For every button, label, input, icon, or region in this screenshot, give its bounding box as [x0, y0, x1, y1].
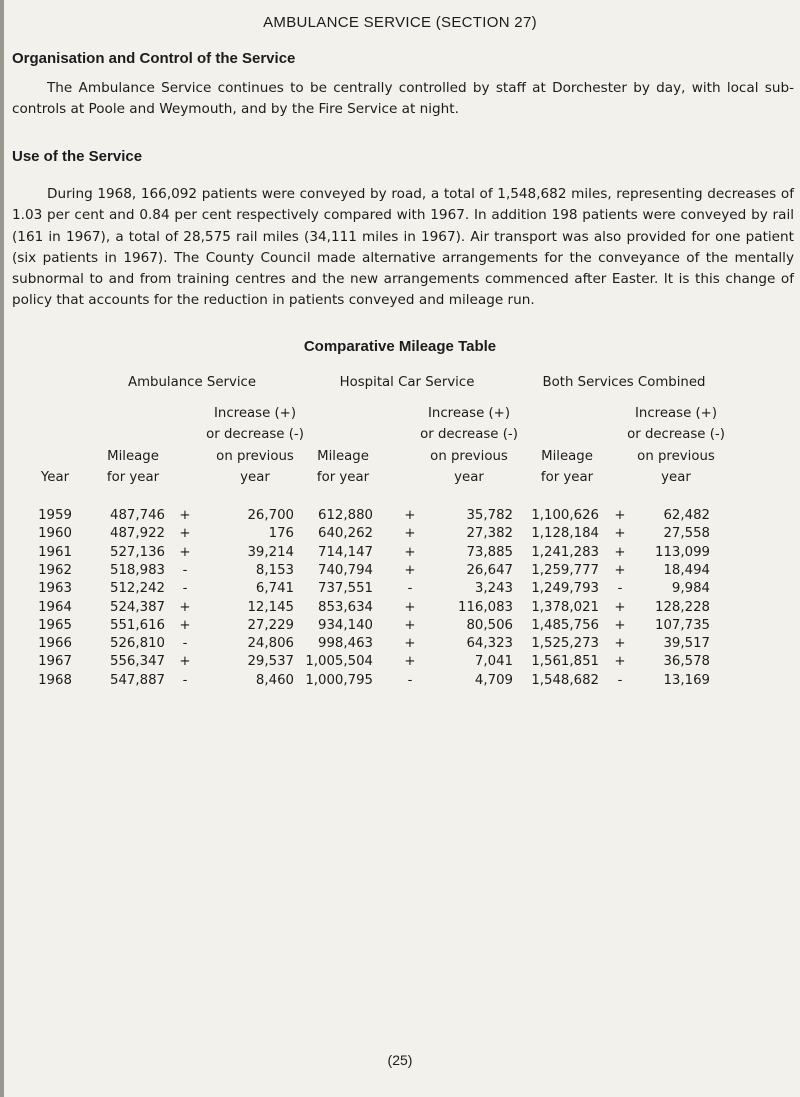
cell-year: 1967: [38, 654, 72, 670]
cell-hosp-mileage: 853,634: [318, 599, 373, 615]
section-paragraph-organisation: The Ambulance Service continues to be centrally controlled by staff at Dorchester by day, with local sub-controls at Poole and Weymouth, and by the Fire Service at night.: [12, 80, 794, 118]
cell-year: 1961: [38, 544, 72, 560]
cell-amb-mileage: 487,922: [110, 526, 165, 542]
cell-hosp-sign: -: [407, 672, 413, 688]
cell-hosp-mileage: 640,262: [318, 526, 373, 542]
cell-hosp-change: 64,323: [466, 636, 513, 652]
cell-hosp-sign: +: [404, 562, 416, 578]
cell-amb-sign: +: [179, 526, 191, 542]
cell-amb-mileage: 524,387: [110, 599, 165, 615]
running-head: AMBULANCE SERVICE (SECTION 27): [263, 14, 537, 31]
col-header-hosp-increase-3: on previous: [430, 449, 508, 464]
cell-hosp-sign: +: [404, 508, 416, 523]
cell-amb-mileage: 527,136: [110, 544, 165, 560]
cell-both-mileage: 1,525,273: [531, 636, 599, 652]
col-header-both-increase-3: on previous: [637, 449, 715, 464]
cell-amb-sign: +: [179, 544, 191, 560]
col-header-both-mileage-2: for year: [540, 470, 594, 485]
cell-amb-change: 12,145: [247, 599, 294, 615]
cell-amb-change: 29,537: [247, 654, 294, 670]
col-header-amb-mileage-1: Mileage: [107, 449, 159, 464]
page-edge-shadow: [0, 0, 4, 1097]
cell-both-mileage: 1,548,682: [531, 672, 599, 688]
col-header-both-increase-1: Increase (+): [634, 406, 718, 421]
col-header-both-increase-4: year: [661, 470, 691, 485]
col-header-amb-increase-2: or decrease (-): [206, 427, 304, 442]
cell-amb-mileage: 556,347: [110, 654, 165, 670]
cell-both-change: 39,517: [663, 636, 710, 652]
cell-hosp-change: 73,885: [466, 544, 513, 560]
cell-amb-sign: -: [182, 636, 188, 652]
cell-both-change: 128,228: [655, 599, 710, 615]
col-header-year: Year: [40, 470, 70, 485]
cell-both-change: 36,578: [663, 654, 710, 670]
cell-hosp-mileage: 998,463: [318, 636, 373, 652]
cell-both-change: 62,482: [663, 508, 710, 523]
cell-hosp-mileage: 612,880: [318, 508, 373, 523]
cell-year: 1965: [38, 617, 72, 633]
cell-amb-mileage: 526,810: [110, 636, 165, 652]
cell-amb-mileage: 518,983: [110, 562, 165, 578]
col-header-amb-mileage-2: for year: [106, 470, 160, 485]
cell-both-mileage: 1,485,756: [531, 617, 599, 633]
cell-hosp-sign: +: [404, 526, 416, 542]
table-title: Comparative Mileage Table: [303, 338, 497, 355]
cell-both-sign: +: [614, 636, 626, 652]
cell-amb-change: 39,214: [247, 544, 294, 560]
cell-both-change: 107,735: [655, 617, 710, 633]
cell-year: 1962: [38, 562, 72, 578]
cell-both-mileage: 1,100,626: [531, 508, 599, 523]
cell-both-change: 9,984: [671, 581, 710, 597]
cell-both-sign: -: [617, 581, 623, 597]
cell-both-change: 13,169: [663, 672, 710, 688]
section-paragraph-use: During 1968, 166,092 patients were conveyed by road, a total of 1,548,682 miles, representing decreases of 1.03 per cent and 0.84 per cent respectively compared with 1967. In addition 198 patients were conveyed by rail (161 in 1967), a total of 28,575 rail miles (34,111 miles in 1967). Air transport was also provided for one patient (six patients in 1967). The County Council made alternative arrangements for the conveyance of the mentally subnormal to and from training centres and the new arrangements commenced after Easter. It is this change of policy that accounts for the reduction in patients conveyed and mileage run.: [12, 186, 794, 309]
group-header-both-combined: Both Services Combined: [542, 375, 706, 390]
cell-both-mileage: 1,259,777: [531, 562, 599, 578]
cell-year: 1960: [38, 526, 72, 542]
cell-hosp-mileage: 1,000,795: [305, 672, 373, 688]
cell-hosp-mileage: 740,794: [318, 562, 373, 578]
cell-hosp-sign: +: [404, 544, 416, 560]
cell-amb-change: 8,460: [255, 672, 294, 688]
cell-amb-sign: -: [182, 672, 188, 688]
cell-year: 1966: [38, 636, 72, 652]
col-header-amb-increase-4: year: [240, 470, 270, 485]
cell-amb-change: 8,153: [255, 562, 294, 578]
cell-amb-change: 176: [268, 526, 294, 542]
cell-hosp-sign: +: [404, 599, 416, 615]
cell-hosp-change: 80,506: [466, 617, 513, 633]
cell-year: 1959: [38, 508, 72, 523]
cell-year: 1964: [38, 599, 72, 615]
section-heading-use: Use of the Service: [12, 148, 143, 165]
col-header-hosp-increase-2: or decrease (-): [420, 427, 518, 442]
cell-both-sign: +: [614, 617, 626, 633]
cell-amb-change: 26,700: [247, 508, 294, 523]
cell-amb-sign: -: [182, 562, 188, 578]
cell-both-mileage: 1,128,184: [531, 526, 599, 542]
cell-both-mileage: 1,561,851: [531, 654, 599, 670]
col-header-hosp-mileage-1: Mileage: [317, 449, 369, 464]
cell-hosp-sign: +: [404, 636, 416, 652]
cell-amb-change: 6,741: [255, 581, 294, 597]
cell-amb-mileage: 551,616: [110, 617, 165, 633]
cell-both-change: 113,099: [655, 544, 710, 560]
cell-amb-mileage: 487,746: [110, 508, 165, 523]
group-header-hospital-car: Hospital Car Service: [339, 375, 475, 390]
cell-both-sign: +: [614, 508, 626, 523]
cell-amb-sign: +: [179, 508, 191, 523]
cell-hosp-mileage: 1,005,504: [305, 654, 373, 670]
cell-both-change: 27,558: [663, 526, 710, 542]
cell-both-sign: +: [614, 599, 626, 615]
cell-hosp-change: 3,243: [474, 581, 513, 597]
cell-hosp-sign: +: [404, 654, 416, 670]
cell-both-mileage: 1,378,021: [531, 599, 599, 615]
cell-hosp-mileage: 934,140: [318, 617, 373, 633]
cell-hosp-sign: +: [404, 617, 416, 633]
section-heading-organisation: Organisation and Control of the Service: [12, 50, 296, 67]
cell-hosp-mileage: 737,551: [318, 581, 373, 597]
cell-hosp-change: 116,083: [458, 599, 513, 615]
cell-amb-mileage: 512,242: [110, 581, 165, 597]
cell-hosp-change: 4,709: [474, 672, 513, 688]
cell-amb-sign: +: [179, 654, 191, 670]
col-header-amb-increase-3: on previous: [216, 449, 294, 464]
cell-hosp-change: 26,647: [466, 562, 513, 578]
cell-amb-change: 27,229: [247, 617, 294, 633]
col-header-hosp-increase-4: year: [454, 470, 484, 485]
group-header-ambulance: Ambulance Service: [127, 375, 257, 390]
cell-amb-mileage: 547,887: [110, 672, 165, 688]
cell-both-sign: +: [614, 562, 626, 578]
cell-amb-change: 24,806: [247, 636, 294, 652]
cell-hosp-change: 7,041: [474, 654, 513, 670]
col-header-hosp-increase-1: Increase (+): [427, 406, 511, 421]
cell-hosp-change: 35,782: [466, 508, 513, 523]
cell-amb-sign: +: [179, 617, 191, 633]
col-header-both-mileage-1: Mileage: [541, 449, 593, 464]
cell-both-sign: -: [617, 672, 623, 688]
cell-hosp-mileage: 714,147: [318, 544, 373, 560]
cell-both-mileage: 1,241,283: [531, 544, 599, 560]
cell-both-change: 18,494: [663, 562, 710, 578]
cell-both-sign: +: [614, 654, 626, 670]
col-header-hosp-mileage-2: for year: [316, 470, 370, 485]
cell-hosp-sign: -: [407, 581, 413, 597]
cell-both-sign: +: [614, 544, 626, 560]
cell-both-mileage: 1,249,793: [531, 581, 599, 597]
col-header-both-increase-2: or decrease (-): [627, 427, 725, 442]
cell-amb-sign: +: [179, 599, 191, 615]
cell-year: 1963: [38, 581, 72, 597]
col-header-amb-increase-1: Increase (+): [213, 406, 297, 421]
cell-year: 1968: [38, 672, 72, 688]
cell-both-sign: +: [614, 526, 626, 542]
cell-hosp-change: 27,382: [466, 526, 513, 542]
cell-amb-sign: -: [182, 581, 188, 597]
page-number: (25): [387, 1052, 413, 1068]
